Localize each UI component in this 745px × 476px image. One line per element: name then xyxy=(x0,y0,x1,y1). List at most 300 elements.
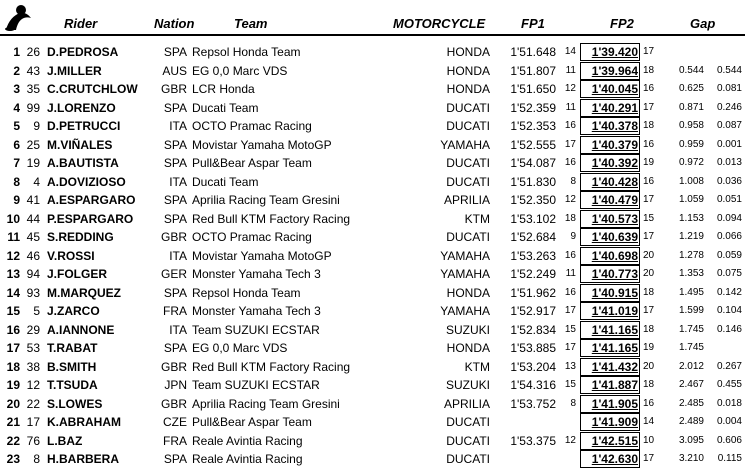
position: 11 xyxy=(7,230,20,244)
fp1-lap: 11 xyxy=(565,64,576,76)
motorcycle: DUCATI xyxy=(446,415,490,429)
rider-number: 94 xyxy=(26,267,40,281)
motorcycle: DUCATI xyxy=(446,433,490,448)
results-table xyxy=(0,43,745,469)
fp1-time: 1'52.917 xyxy=(510,304,556,318)
gap-to-previous: 0.075 xyxy=(716,268,742,279)
fp2-lap: 18 xyxy=(643,379,655,390)
team-name: Movistar Yamaha MotoGP xyxy=(192,137,332,152)
nation: SPA xyxy=(163,211,187,226)
gap-to-previous: 0.142 xyxy=(716,286,742,298)
header-team: Team xyxy=(234,16,268,31)
nation: GER xyxy=(160,267,187,281)
table-row xyxy=(0,80,745,99)
fp1-time: 1'52.834 xyxy=(510,322,556,337)
table-row xyxy=(0,284,745,303)
rider-name: S.LOWES xyxy=(47,396,103,411)
gap-to-first: 2.485 xyxy=(678,397,704,409)
table-row xyxy=(0,228,745,247)
fp2-lap: 17 xyxy=(643,305,655,316)
rider-number: 22 xyxy=(26,396,40,411)
fp2-time: 1'40.573 xyxy=(591,211,638,226)
rider-name: J.ZARCO xyxy=(47,304,100,318)
gap-to-first: 1.278 xyxy=(678,249,704,261)
rider-number: 41 xyxy=(26,193,40,207)
rider-name: T.TSUDA xyxy=(47,378,98,392)
motorcycle: DUCATI xyxy=(446,156,490,170)
fp1-lap: 16 xyxy=(564,286,576,298)
rider-name: J.LORENZO xyxy=(47,100,116,115)
gap-to-previous: 0.081 xyxy=(716,83,742,94)
motorcycle: HONDA xyxy=(446,341,490,355)
rider-number: 17 xyxy=(26,415,40,429)
table-header xyxy=(0,0,745,36)
rider-name: K.ABRAHAM xyxy=(47,415,121,429)
fp2-lap: 17 xyxy=(643,46,655,57)
rider-name: M.VIÑALES xyxy=(47,137,113,152)
team-name: Pull&Bear Aspar Team xyxy=(192,156,312,170)
fp1-lap: 9 xyxy=(570,231,576,242)
nation: SPA xyxy=(163,100,187,115)
fp2-time: 1'40.378 xyxy=(591,119,638,133)
fp2-lap: 20 xyxy=(643,360,655,372)
motorcycle: SUZUKI xyxy=(445,378,490,392)
rider-number: 9 xyxy=(33,119,40,133)
nation: SPA xyxy=(163,341,187,355)
rider-number: 8 xyxy=(33,452,40,466)
gap-to-previous: 0.059 xyxy=(716,249,742,261)
fp2-lap: 16 xyxy=(643,83,655,94)
fp2-time: 1'42.630 xyxy=(591,452,638,466)
header-motorcycle: MOTORCYCLE xyxy=(393,16,486,31)
motorcycle: DUCATI xyxy=(446,230,490,244)
rider-name: S.REDDING xyxy=(47,230,114,244)
motorcycle: YAMAHA xyxy=(440,304,490,318)
position: 19 xyxy=(6,378,20,392)
position: 4 xyxy=(13,100,20,115)
fp2-time: 1'40.379 xyxy=(591,137,638,152)
gap-to-previous: 0.267 xyxy=(716,360,742,372)
motorcycle: YAMAHA xyxy=(440,137,490,152)
gap-to-previous: 0.606 xyxy=(716,434,742,446)
rider-name: H.BARBERA xyxy=(47,452,119,466)
table-row xyxy=(0,339,745,358)
rider-number: 93 xyxy=(26,285,40,300)
team-name: Red Bull KTM Factory Racing xyxy=(192,211,351,226)
rider-name: B.SMITH xyxy=(47,359,97,374)
fp2-lap: 20 xyxy=(643,249,655,261)
gap-to-previous: 0.146 xyxy=(716,323,742,335)
gap-to-previous: 0.544 xyxy=(716,64,742,76)
fp2-lap: 18 xyxy=(643,286,655,298)
fp2-lap: 15 xyxy=(643,212,655,224)
team-name: Reale Avintia Racing xyxy=(192,433,303,448)
position: 16 xyxy=(6,322,20,337)
fp1-lap: 8 xyxy=(570,397,576,409)
rider-name: J.MILLER xyxy=(47,63,102,78)
nation: GBR xyxy=(160,230,187,244)
table-row xyxy=(0,43,745,62)
motorcycle: HONDA xyxy=(446,63,490,78)
nation: ITA xyxy=(169,174,187,189)
fp2-time: 1'40.479 xyxy=(591,193,638,207)
position: 15 xyxy=(6,304,20,318)
fp2-lap: 17 xyxy=(643,194,655,205)
table-row xyxy=(0,117,745,136)
rider-number: 4 xyxy=(33,174,40,189)
rider-name: P.ESPARGARO xyxy=(47,211,134,226)
fp2-lap: 16 xyxy=(643,175,655,187)
fp2-lap: 18 xyxy=(643,120,655,131)
team-name: Monster Yamaha Tech 3 xyxy=(192,267,321,281)
position: 12 xyxy=(6,248,20,263)
header-divider xyxy=(0,34,745,36)
table-row xyxy=(0,173,745,192)
gap-to-first: 0.958 xyxy=(678,120,704,131)
position: 3 xyxy=(13,82,20,96)
fp2-lap: 17 xyxy=(643,231,655,242)
motorcycle: APRILIA xyxy=(443,193,490,207)
gap-to-first: 1.495 xyxy=(678,286,704,298)
fp2-lap: 19 xyxy=(643,342,655,353)
position: 17 xyxy=(6,341,20,355)
fp2-time: 1'40.392 xyxy=(591,156,638,170)
table-row xyxy=(0,210,745,229)
fp1-time: 1'53.885 xyxy=(510,341,556,355)
table-row xyxy=(0,154,745,173)
fp2-time: 1'40.428 xyxy=(591,174,638,189)
fp1-lap: 17 xyxy=(564,138,576,150)
motorcycle: DUCATI xyxy=(446,452,490,466)
position: 20 xyxy=(6,396,20,411)
motorcycle: HONDA xyxy=(446,82,490,96)
position: 18 xyxy=(6,359,20,374)
team-name: Repsol Honda Team xyxy=(192,285,301,300)
fp1-time: 1'52.359 xyxy=(510,100,556,115)
position: 5 xyxy=(13,119,20,133)
fp1-lap: 12 xyxy=(564,83,576,94)
fp2-lap: 10 xyxy=(643,434,655,446)
table-row xyxy=(0,302,745,321)
nation: ITA xyxy=(169,322,187,337)
table-row xyxy=(0,265,745,284)
motorcycle: DUCATI xyxy=(446,119,490,133)
nation: SPA xyxy=(163,45,187,59)
motorcycle: YAMAHA xyxy=(440,248,490,263)
table-row xyxy=(0,62,745,81)
motorcycle: HONDA xyxy=(446,45,490,59)
motorcycle: HONDA xyxy=(446,285,490,300)
fp2-lap: 19 xyxy=(643,157,655,168)
fp2-time: 1'41.432 xyxy=(591,359,638,374)
team-name: Ducati Team xyxy=(192,100,259,115)
rider-name: A.BAUTISTA xyxy=(47,156,119,170)
team-name: Pull&Bear Aspar Team xyxy=(192,415,312,429)
fp1-time: 1'51.962 xyxy=(510,285,556,300)
team-name: EG 0,0 Marc VDS xyxy=(192,63,288,78)
fp2-lap: 17 xyxy=(643,101,655,113)
team-name: Movistar Yamaha MotoGP xyxy=(192,248,332,263)
fp2-lap: 18 xyxy=(643,323,655,335)
nation: GBR xyxy=(160,359,187,374)
fp2-lap: 16 xyxy=(643,138,655,150)
table-row xyxy=(0,450,745,469)
gap-to-first: 2.489 xyxy=(678,416,704,427)
rider-number: 5 xyxy=(33,304,40,318)
rider-number: 35 xyxy=(26,82,40,96)
rider-name: A.ESPARGARO xyxy=(47,193,136,207)
fp1-time: 1'53.375 xyxy=(510,433,556,448)
header-fp1: FP1 xyxy=(521,16,545,31)
table-row xyxy=(0,99,745,118)
fp1-time: 1'52.350 xyxy=(510,193,556,207)
motorcycle: YAMAHA xyxy=(440,267,490,281)
rider-name: L.BAZ xyxy=(47,433,83,448)
gap-to-first: 1.059 xyxy=(678,194,704,205)
fp2-time: 1'41.905 xyxy=(591,396,638,411)
nation: GBR xyxy=(160,396,187,411)
fp2-lap: 17 xyxy=(643,453,655,464)
team-name: EG 0,0 Marc VDS xyxy=(192,341,288,355)
motorcycle: DUCATI xyxy=(446,100,490,115)
team-name: Monster Yamaha Tech 3 xyxy=(192,304,321,318)
fp2-lap: 20 xyxy=(643,268,655,279)
rider-name: C.CRUTCHLOW xyxy=(47,82,138,96)
nation: ITA xyxy=(169,119,187,133)
gap-to-previous: 0.066 xyxy=(716,231,742,242)
rider-name: A.DOVIZIOSO xyxy=(47,174,126,189)
fp2-time: 1'39.964 xyxy=(591,63,638,78)
nation: FRA xyxy=(163,304,187,318)
position: 1 xyxy=(13,45,20,59)
gap-to-previous: 0.013 xyxy=(716,157,742,168)
fp1-lap: 12 xyxy=(564,194,576,205)
table-row xyxy=(0,358,745,377)
fp1-time: 1'51.650 xyxy=(510,82,556,96)
position: 8 xyxy=(13,174,20,189)
rider-number: 43 xyxy=(26,63,40,78)
fp2-time: 1'41.019 xyxy=(591,304,638,318)
nation: SPA xyxy=(163,193,187,207)
fp2-time: 1'40.045 xyxy=(591,82,638,96)
team-name: LCR Honda xyxy=(192,82,255,96)
fp2-time: 1'39.420 xyxy=(591,45,638,59)
gap-to-previous: 0.051 xyxy=(716,194,742,205)
fp2-time: 1'40.291 xyxy=(591,100,638,115)
table-row xyxy=(0,247,745,266)
nation: SPA xyxy=(163,285,187,300)
gap-to-first: 1.008 xyxy=(678,175,704,187)
fp2-lap: 16 xyxy=(643,397,655,409)
fp2-time: 1'42.515 xyxy=(591,433,638,448)
motorcycle: APRILIA xyxy=(443,396,490,411)
gap-to-previous: 0.246 xyxy=(716,101,742,113)
fp1-lap: 17 xyxy=(564,342,576,353)
gap-to-first: 1.153 xyxy=(678,212,704,224)
team-name: Repsol Honda Team xyxy=(192,45,301,59)
rider-number: 99 xyxy=(26,100,40,115)
team-name: Aprilia Racing Team Gresini xyxy=(192,396,340,411)
rider-name: D.PETRUCCI xyxy=(47,119,121,133)
fp1-time: 1'52.249 xyxy=(510,267,556,281)
fp1-time: 1'51.830 xyxy=(510,174,556,189)
fp1-lap: 15 xyxy=(564,323,576,335)
header-fp2: FP2 xyxy=(610,16,634,31)
rider-number: 46 xyxy=(26,248,40,263)
fp1-lap: 11 xyxy=(565,268,576,279)
position: 13 xyxy=(6,267,20,281)
fp1-time: 1'53.263 xyxy=(510,248,556,263)
table-row xyxy=(0,395,745,414)
motorcycle: DUCATI xyxy=(446,174,490,189)
rider-name: T.RABAT xyxy=(47,341,98,355)
position: 9 xyxy=(13,193,20,207)
table-row xyxy=(0,413,745,432)
header-gap: Gap xyxy=(690,16,716,31)
gap-to-first: 2.012 xyxy=(678,360,704,372)
nation: SPA xyxy=(163,137,187,152)
team-name: Team SUZUKI ECSTAR xyxy=(192,378,320,392)
gap-to-previous: 0.087 xyxy=(716,120,742,131)
gap-to-previous: 0.001 xyxy=(716,138,742,150)
fp2-time: 1'40.773 xyxy=(591,267,638,281)
gap-to-first: 1.353 xyxy=(678,268,704,279)
motorcycle: SUZUKI xyxy=(445,322,490,337)
nation: FRA xyxy=(163,433,187,448)
gap-to-first: 0.972 xyxy=(678,157,704,168)
gap-to-previous: 0.018 xyxy=(716,397,742,409)
table-row xyxy=(0,136,745,155)
gap-to-previous: 0.115 xyxy=(717,453,742,464)
header-nation: Nation xyxy=(154,16,195,31)
gap-to-first: 1.745 xyxy=(678,342,704,353)
rider-number: 12 xyxy=(26,378,40,392)
fp1-time: 1'53.752 xyxy=(510,396,556,411)
motorcycle-rider-logo-icon xyxy=(4,3,34,33)
fp2-time: 1'40.639 xyxy=(591,230,638,244)
fp1-lap: 17 xyxy=(564,305,576,316)
fp1-lap: 16 xyxy=(564,249,576,261)
gap-to-first: 0.871 xyxy=(678,101,704,113)
fp1-time: 1'54.087 xyxy=(510,156,556,170)
team-name: Ducati Team xyxy=(192,174,259,189)
table-row xyxy=(0,321,745,340)
team-name: Aprilia Racing Team Gresini xyxy=(192,193,340,207)
fp1-lap: 16 xyxy=(564,120,576,131)
fp1-time: 1'53.102 xyxy=(510,211,556,226)
fp2-lap: 14 xyxy=(643,416,655,427)
team-name: OCTO Pramac Racing xyxy=(192,230,312,244)
rider-number: 38 xyxy=(26,359,40,374)
gap-to-first: 3.210 xyxy=(678,453,704,464)
nation: ITA xyxy=(169,248,187,263)
fp2-time: 1'41.887 xyxy=(591,378,638,392)
team-name: Red Bull KTM Factory Racing xyxy=(192,359,351,374)
gap-to-first: 1.745 xyxy=(678,323,704,335)
rider-number: 53 xyxy=(26,341,40,355)
gap-to-previous: 0.036 xyxy=(716,175,742,187)
gap-to-first: 2.467 xyxy=(678,379,704,390)
nation: AUS xyxy=(162,63,187,78)
fp1-time: 1'52.555 xyxy=(510,137,556,152)
team-name: OCTO Pramac Racing xyxy=(192,119,312,133)
fp2-time: 1'40.698 xyxy=(591,248,638,263)
nation: SPA xyxy=(163,452,187,466)
motorcycle: KTM xyxy=(464,211,490,226)
fp1-lap: 8 xyxy=(570,175,576,187)
position: 23 xyxy=(6,452,20,466)
fp2-time: 1'41.165 xyxy=(591,322,638,337)
fp1-lap: 14 xyxy=(564,46,576,57)
gap-to-first: 1.599 xyxy=(678,305,704,316)
gap-to-previous: 0.104 xyxy=(716,305,742,316)
table-row xyxy=(0,191,745,210)
fp2-lap: 18 xyxy=(643,64,655,76)
rider-name: D.PEDROSA xyxy=(47,45,119,59)
rider-number: 76 xyxy=(26,433,40,448)
table-row xyxy=(0,432,745,451)
fp1-time: 1'51.648 xyxy=(510,45,556,59)
fp1-time: 1'53.204 xyxy=(510,359,556,374)
fp1-lap: 16 xyxy=(564,157,576,168)
nation: GBR xyxy=(160,82,187,96)
position: 7 xyxy=(13,156,20,170)
position: 6 xyxy=(13,137,20,152)
fp2-time: 1'41.909 xyxy=(591,415,638,429)
fp1-lap: 15 xyxy=(564,379,576,390)
rider-name: J.FOLGER xyxy=(47,267,108,281)
position: 14 xyxy=(6,285,20,300)
nation: JPN xyxy=(164,378,187,392)
fp1-time: 1'54.316 xyxy=(510,378,556,392)
gap-to-previous: 0.004 xyxy=(716,416,742,427)
gap-to-first: 0.959 xyxy=(678,138,704,150)
gap-to-first: 0.544 xyxy=(678,64,704,76)
rider-number: 45 xyxy=(26,230,40,244)
rider-number: 44 xyxy=(26,211,40,226)
position: 21 xyxy=(6,415,20,429)
rider-number: 25 xyxy=(26,137,40,152)
fp1-lap: 12 xyxy=(564,434,576,446)
rider-number: 19 xyxy=(26,156,40,170)
position: 10 xyxy=(6,211,20,226)
gap-to-previous: 0.094 xyxy=(716,212,742,224)
team-name: Reale Avintia Racing xyxy=(192,452,303,466)
position: 2 xyxy=(13,63,20,78)
fp1-lap: 11 xyxy=(565,101,576,113)
rider-name: V.ROSSI xyxy=(47,248,95,263)
rider-number: 29 xyxy=(26,322,40,337)
table-row xyxy=(0,376,745,395)
fp1-time: 1'51.807 xyxy=(510,63,556,78)
rider-name: A.IANNONE xyxy=(47,322,115,337)
nation: CZE xyxy=(163,415,187,429)
rider-number: 26 xyxy=(26,45,40,59)
gap-to-first: 3.095 xyxy=(678,434,704,446)
fp1-time: 1'52.684 xyxy=(510,230,556,244)
position: 22 xyxy=(6,433,20,448)
header-rider: Rider xyxy=(64,16,98,31)
motorcycle: KTM xyxy=(464,359,490,374)
fp1-lap: 13 xyxy=(564,360,576,372)
team-name: Team SUZUKI ECSTAR xyxy=(192,322,320,337)
fp2-time: 1'40.915 xyxy=(591,285,638,300)
gap-to-first: 1.219 xyxy=(678,231,704,242)
fp2-time: 1'41.165 xyxy=(591,341,638,355)
nation: SPA xyxy=(163,156,187,170)
fp1-time: 1'52.353 xyxy=(510,119,556,133)
gap-to-first: 0.625 xyxy=(678,83,704,94)
